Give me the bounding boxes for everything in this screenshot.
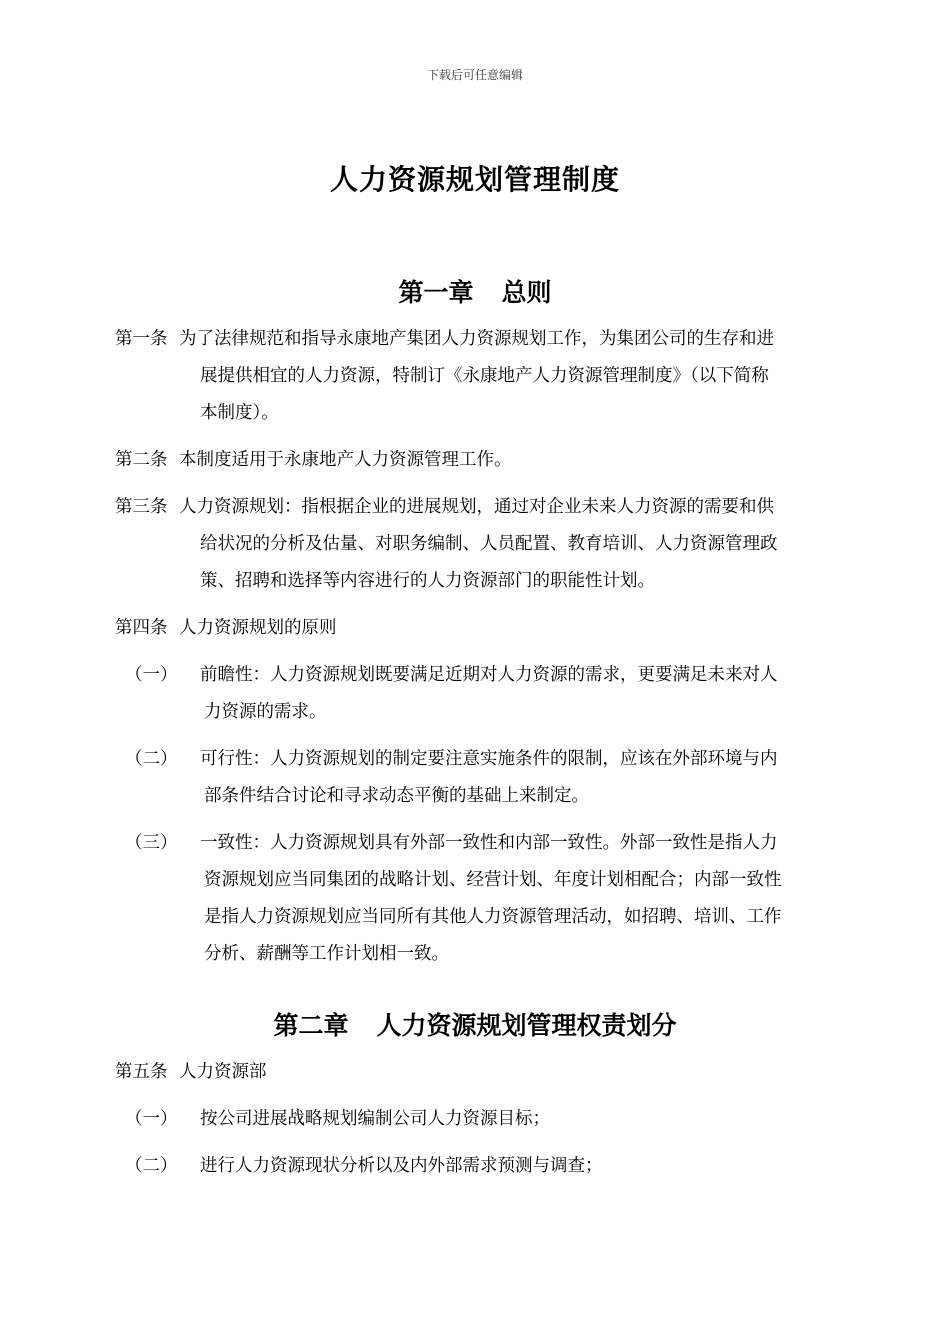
duty-item xyxy=(125,1101,840,1138)
article-3 xyxy=(115,489,840,600)
article-text: 展提供相宜的人力资源，特制订《永康地产人力资源管理制度》（以下简称 xyxy=(200,366,769,386)
item-number: （一） xyxy=(125,1109,178,1129)
header-note: 下载后可任意编辑 xyxy=(426,68,523,82)
article-text: 本制度适用于永康地产人力资源管理工作。 xyxy=(179,450,512,470)
principle-item xyxy=(125,741,840,815)
chapter-label: 第一章 xyxy=(398,278,474,307)
chapter-name: 人力资源规划管理权责划分 xyxy=(376,1011,677,1040)
article-label: 第一条 xyxy=(115,329,168,349)
item-number: （一） xyxy=(125,665,178,685)
item-text: 按公司进展战略规划编制公司人力资源目标； xyxy=(200,1109,550,1129)
chapter-name: 总则 xyxy=(501,278,552,307)
article-label: 第五条 xyxy=(115,1062,168,1082)
article-text: 人力资源规划的原则 xyxy=(179,618,337,638)
article-1 xyxy=(115,321,840,432)
principle-item xyxy=(125,825,840,973)
article-2 xyxy=(115,442,840,479)
item-number: （三） xyxy=(125,833,178,853)
article-4 xyxy=(115,610,840,647)
item-text: 前瞻性：人力资源规划既要满足近期对人力资源的需求，更要满足未来对人 xyxy=(200,665,778,685)
item-text: 是指人力资源规划应当同所有其他人力资源管理活动，如招聘、培训、工作 xyxy=(204,907,782,927)
article-text: 策、招聘和选择等内容进行的人力资源部门的职能性计划。 xyxy=(200,571,655,591)
item-text: 分析、薪酬等工作计划相一致。 xyxy=(204,944,449,964)
item-text: 可行性：人力资源规划的制定要注意实施条件的限制，应该在外部环境与内 xyxy=(200,749,778,769)
article-5 xyxy=(115,1054,840,1091)
article-text: 给状况的分析及估量、对职务编制、人员配置、教育培训、人力资源管理政 xyxy=(200,534,778,554)
item-text: 力资源的需求。 xyxy=(204,702,327,722)
item-text: 部条件结合讨论和寻求动态平衡的基础上来制定。 xyxy=(204,786,589,806)
duty-item xyxy=(125,1148,840,1185)
item-text: 一致性：人力资源规划具有外部一致性和内部一致性。外部一致性是指人力 xyxy=(200,833,778,853)
article-text: 人力资源规划：指根据企业的进展规划，通过对企业未来人力资源的需要和供 xyxy=(179,497,774,517)
article-text: 人力资源部 xyxy=(179,1062,267,1082)
principle-item xyxy=(125,657,840,731)
article-label: 第三条 xyxy=(115,497,168,517)
article-label: 第二条 xyxy=(115,450,168,470)
article-label: 第四条 xyxy=(115,618,168,638)
chapter-heading xyxy=(0,273,950,309)
item-text: 进行人力资源现状分析以及内外部需求预测与调查； xyxy=(200,1156,603,1176)
article-text: 本制度）。 xyxy=(200,403,279,423)
chapter-label: 第二章 xyxy=(273,1011,349,1040)
item-text: 资源规划应当同集团的战略计划、经营计划、年度计划相配合；内部一致性 xyxy=(204,870,782,890)
item-number: （二） xyxy=(125,1156,178,1176)
document-title: 人力资源规划管理制度 xyxy=(329,163,620,196)
chapter-heading xyxy=(0,1006,950,1042)
item-number: （二） xyxy=(125,749,178,769)
article-text: 为了法律规范和指导永康地产集团人力资源规划工作，为集团公司的生存和进 xyxy=(179,329,774,349)
